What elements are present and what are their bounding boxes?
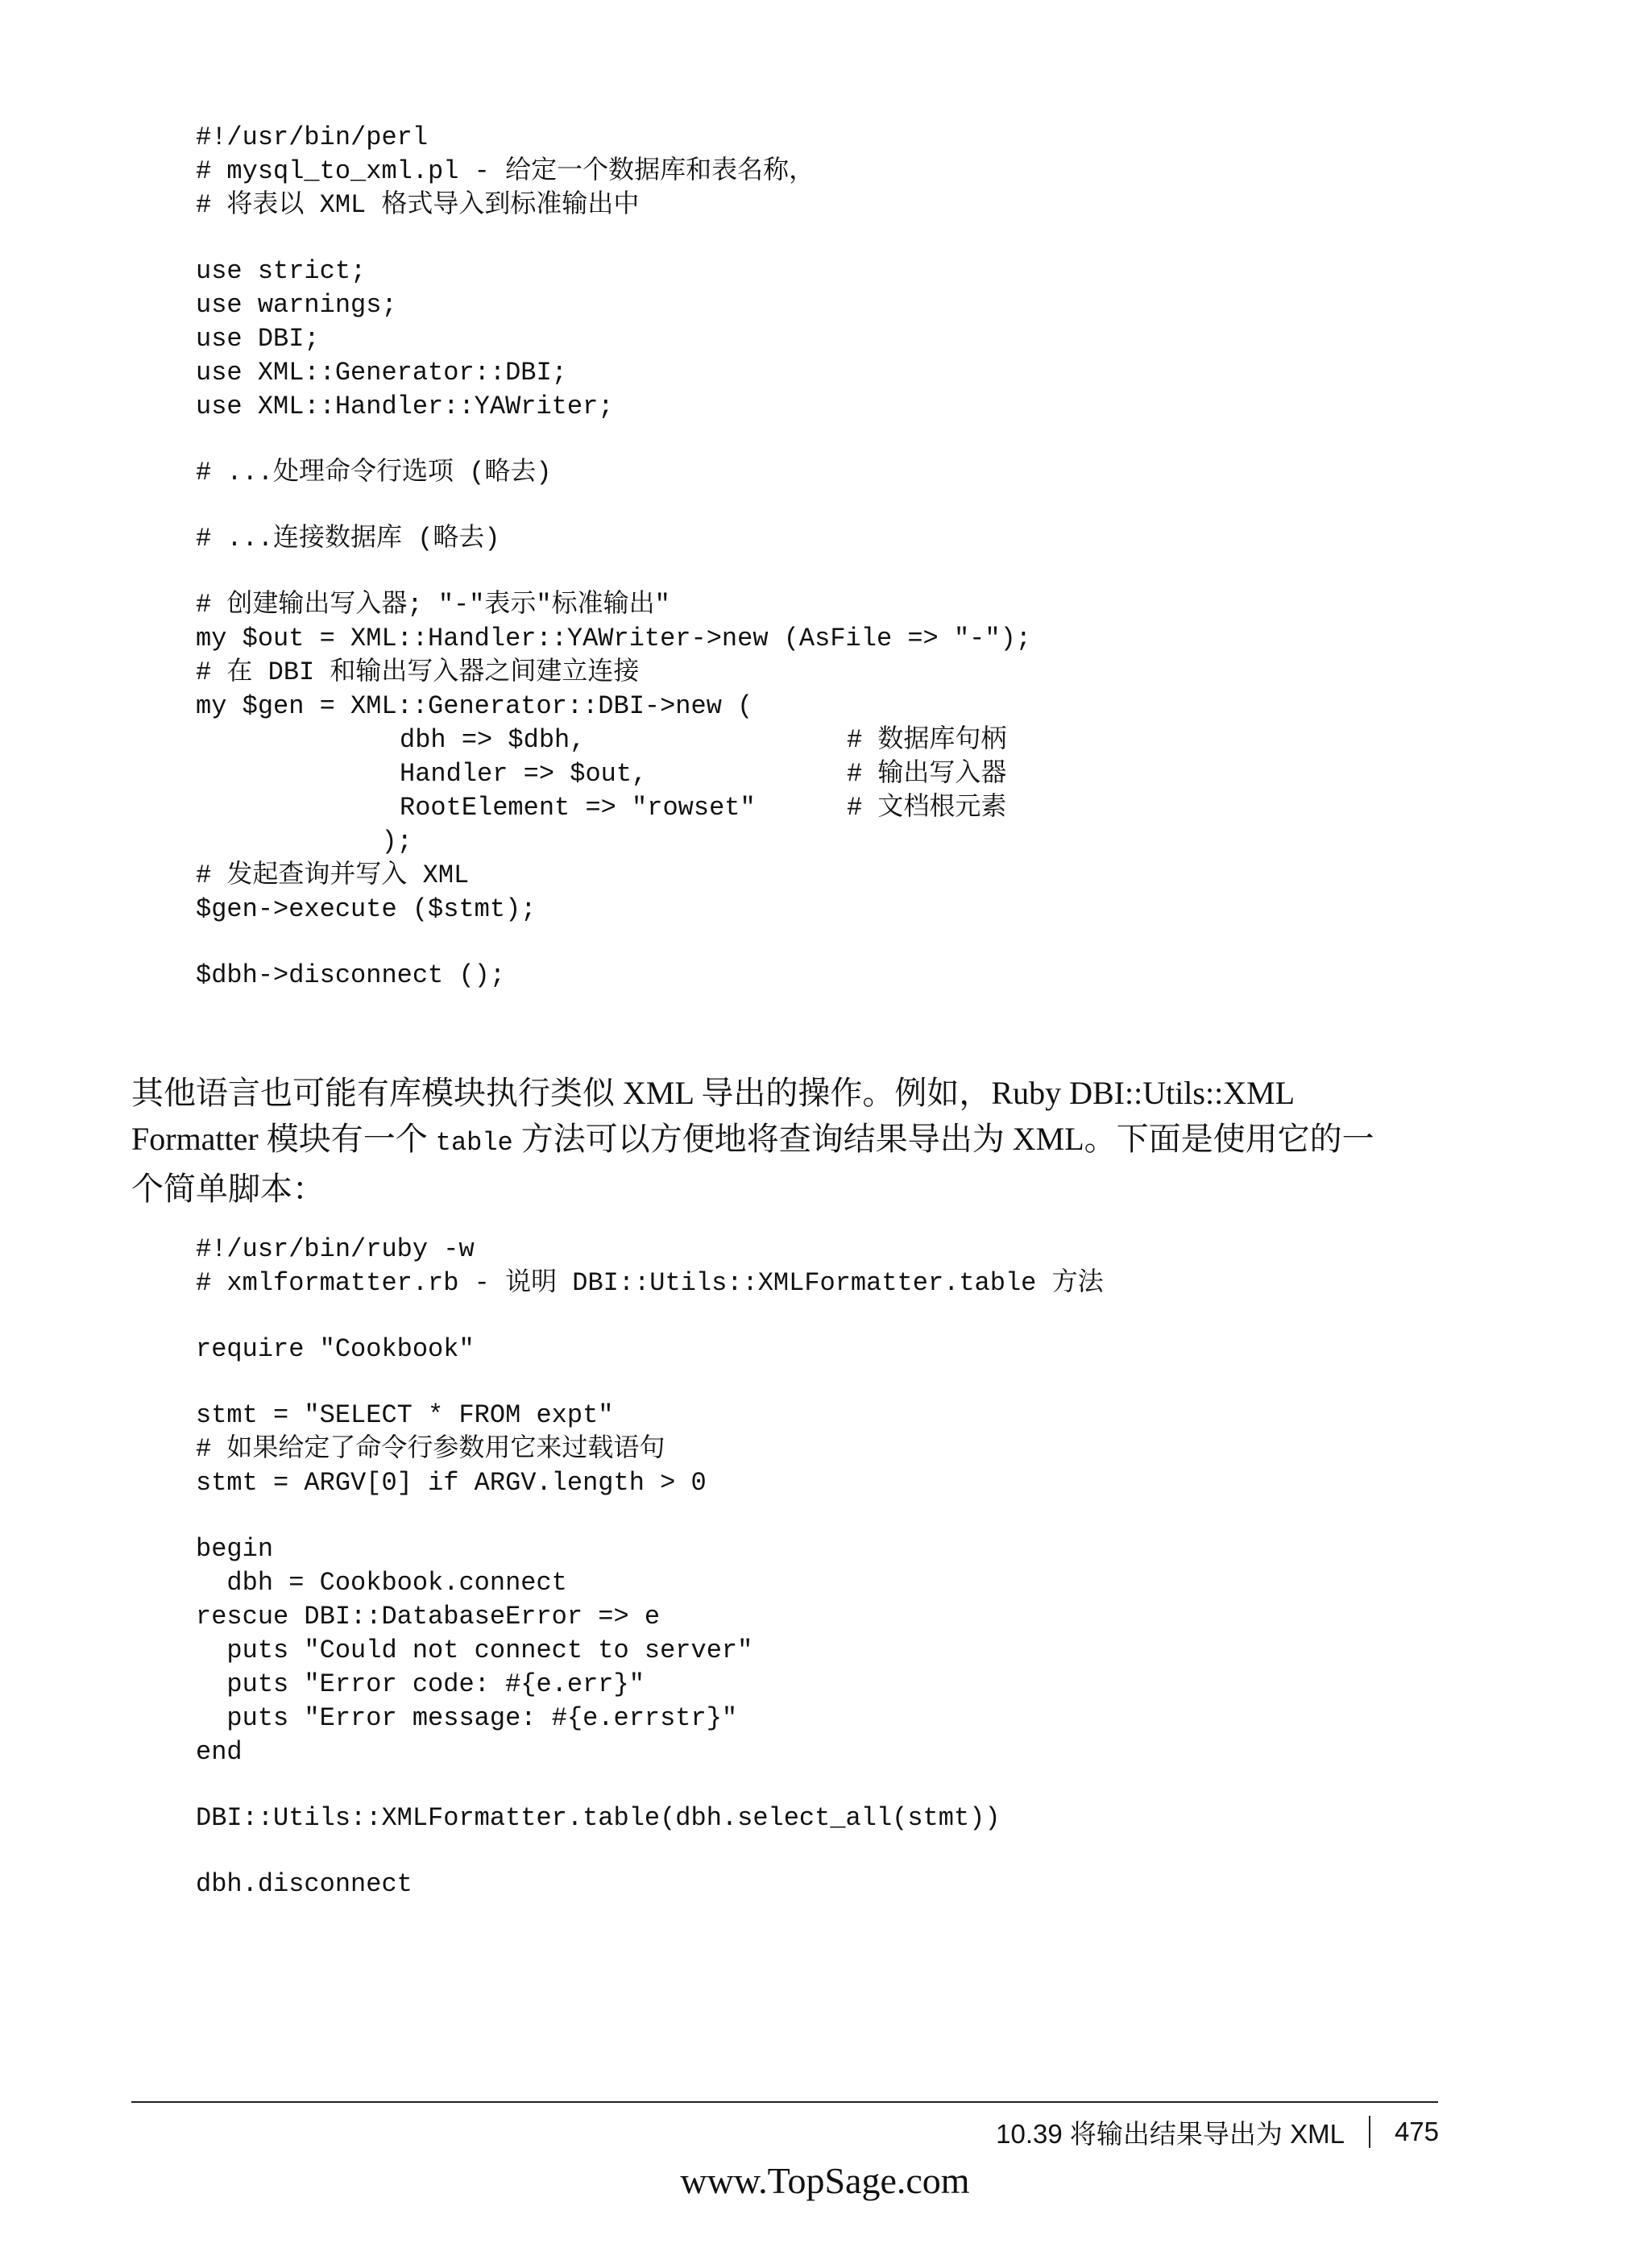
code-line: puts "Error code: #{e.err}" [196,1669,645,1699]
code-line: dbh = Cookbook.connect [196,1568,567,1598]
code-line: # xmlformatter.rb - 说明 DBI::Utils::XMLFormatter.table 方法 [196,1268,1104,1298]
code-comment: # 数据库句柄 [847,725,1007,755]
code-comment: # 输出写入器 [847,759,1007,789]
code-line: # 在 DBI 和输出写入器之间建立连接 [196,657,640,687]
body-paragraph [131,1070,1420,1212]
code-line: use DBI; [196,324,320,354]
footer-separator [1369,2116,1370,2148]
code-line: use XML::Handler::YAWriter; [196,392,614,421]
code-line: # mysql_to_xml.pl - 给定一个数据库和表名称， [196,156,815,186]
code-line: # 发起查询并写入 XML [196,860,470,890]
site-watermark: www.TopSage.com [680,2160,970,2201]
page-number: 475 [1394,2117,1439,2146]
code-arg-line [196,791,1565,825]
code-line: DBI::Utils::XMLFormatter.table(dbh.select_all(stmt)) [196,1803,1001,1833]
paragraph-line: 其他语言也可能有库模块执行类似 XML 导出的操作。例如，Ruby DBI::Utils::XML [131,1075,1296,1111]
page-footer [996,2109,1439,2154]
code-blank-line [196,424,1565,456]
code-blank-line [196,1366,1565,1399]
code-comment: # 文档根元素 [847,793,1007,823]
code-line: use warnings; [196,290,397,320]
code-line: $gen->execute ($stmt); [196,894,537,924]
paragraph-text: Formatter 模块有一个 [131,1121,436,1157]
paragraph-line [131,1116,1420,1166]
paragraph-line: 个简单脚本： [131,1171,325,1207]
code-line: $dbh->disconnect (); [196,960,506,990]
code-blank-line [196,1835,1565,1868]
paragraph-text: 方法可以方便地将查询结果导出为 XML。下面是使用它的一 [512,1121,1374,1157]
code-blank-line [196,490,1565,522]
code-line: my $gen = XML::Generator::DBI->new ( [196,691,753,721]
code-line: use XML::Generator::DBI; [196,358,567,388]
code-line: #!/usr/bin/perl [196,122,429,152]
code-line: dbh.disconnect [196,1869,412,1899]
code-line: # 创建输出写入器; "-"表示"标准输出" [196,590,670,620]
code-line: # 如果给定了命令行参数用它来过载语句 [196,1434,665,1464]
code-line: ); [196,827,412,856]
footer-rule [131,2101,1438,2103]
code-line: stmt = "SELECT * FROM expt" [196,1400,614,1430]
code-blank-line [196,1500,1565,1532]
code-blank-line [196,927,1565,959]
code-arg: dbh => $dbh, [400,725,586,755]
code-line: end [196,1737,243,1767]
inline-code: table [435,1128,513,1158]
code-blank-line [196,1300,1565,1333]
code-arg: RootElement => "rowset" [400,793,756,823]
code-line: require "Cookbook" [196,1334,475,1364]
code-blank-line [196,1769,1565,1802]
code-block-perl [196,121,1565,993]
code-line: # ...连接数据库 (略去) [196,524,500,554]
code-line: puts "Could not connect to server" [196,1636,753,1665]
code-line: use strict; [196,256,367,286]
code-line: begin [196,1534,274,1564]
footer-section-title: 10.39 将输出结果导出为 XML [996,2118,1345,2149]
code-line: stmt = ARGV[0] if ARGV.length > 0 [196,1468,707,1498]
code-line: rescue DBI::DatabaseError => e [196,1602,661,1632]
code-blank-line [196,556,1565,588]
code-line: puts "Error message: #{e.errstr}" [196,1703,738,1733]
code-blank-line [196,222,1565,255]
code-line: #!/usr/bin/ruby -w [196,1234,475,1264]
code-arg-line [196,724,1565,757]
code-line: # 将表以 XML 格式导入到标准输出中 [196,190,640,220]
code-line: my $out = XML::Handler::YAWriter->new (AsFile => "-"); [196,624,1031,653]
code-line: # ...处理命令行选项 (略去) [196,458,552,487]
code-arg-line [196,757,1565,791]
code-block-ruby [196,1233,1565,1901]
code-arg: Handler => $out, [400,759,648,789]
